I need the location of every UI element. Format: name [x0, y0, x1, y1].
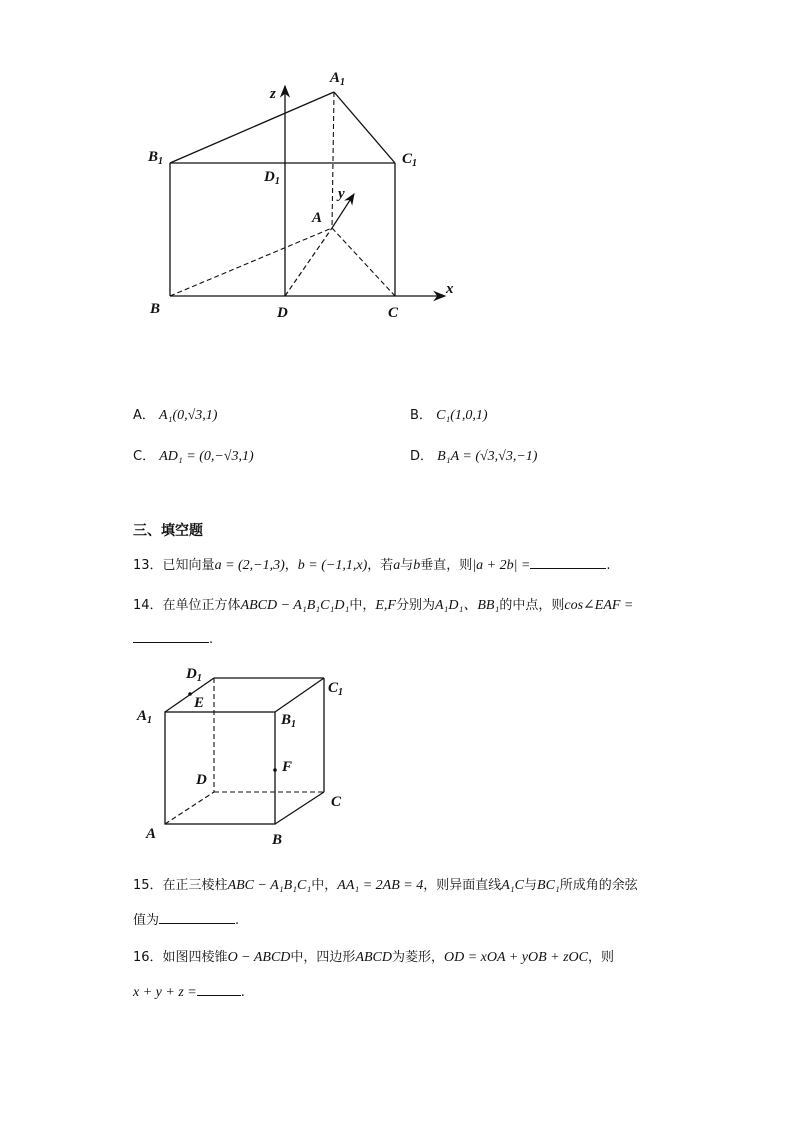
- question-14-answer: .: [133, 630, 213, 647]
- label-B1: $B_1$: [148, 149, 164, 167]
- question-15: 15．在正三棱柱ABC − A₁B₁C₁中，AA₁ = 2AB = 4，则异面直线A₁C与BC₁所成角的余弦: [133, 878, 638, 893]
- label-D1: $D_1$: [186, 666, 202, 684]
- label-x-axis: x: [446, 281, 454, 297]
- answer-blank-13[interactable]: [530, 556, 606, 569]
- label-z-axis: z: [270, 86, 276, 102]
- option-b[interactable]: B． C₁(1,0,1): [410, 408, 488, 423]
- question-16: 16．如图四棱锥O − ABCD中，四边形ABCD为菱形，OD = xOA + yOB + zOC，则: [133, 950, 614, 965]
- label-y-axis: y: [338, 186, 345, 202]
- label-D: D: [277, 305, 288, 321]
- label-A: A: [146, 826, 157, 842]
- label-A1: $A_1$: [137, 708, 153, 726]
- question-16-answer: x + y + z = .: [133, 985, 245, 1000]
- answer-blank-15[interactable]: [159, 911, 235, 924]
- option-d[interactable]: D． B₁A = (√3,√3,−1): [410, 449, 538, 464]
- question-14: 14．在单位正方体ABCD − A₁B₁C₁D₁中，E,F分别为A₁D₁、BB₁的中点，则cos∠EAF =: [133, 598, 634, 613]
- label-E: E: [194, 695, 205, 711]
- label-D1: $D_1$: [264, 169, 280, 187]
- label-F: F: [282, 759, 293, 775]
- label-C1: $C_1$: [402, 151, 418, 169]
- label-B: B: [150, 301, 161, 317]
- figure-cube: [130, 660, 360, 850]
- label-C1: $C_1$: [328, 680, 344, 698]
- section-title: 三、填空题: [133, 523, 203, 539]
- option-a[interactable]: A． A₁(0,√3,1): [133, 408, 218, 423]
- label-C: C: [388, 305, 399, 321]
- answer-blank-14[interactable]: [133, 630, 209, 643]
- label-B1: $B_1$: [281, 712, 297, 730]
- answer-blank-16[interactable]: [197, 983, 241, 996]
- label-B: B: [272, 832, 283, 848]
- label-D: D: [196, 772, 207, 788]
- label-C: C: [331, 794, 342, 810]
- question-15-answer: 值为 .: [133, 913, 240, 928]
- label-A1: $A_1$: [330, 70, 346, 88]
- question-13: 13．已知向量a = (2,−1,3)，b = (−1,1,x)，若a与b垂直，则|a + 2b| = .: [133, 558, 611, 573]
- label-A: A: [312, 210, 323, 226]
- option-c[interactable]: C． AD₁ = (0,−√3,1): [133, 449, 254, 464]
- figure-prism-axes: [140, 60, 470, 330]
